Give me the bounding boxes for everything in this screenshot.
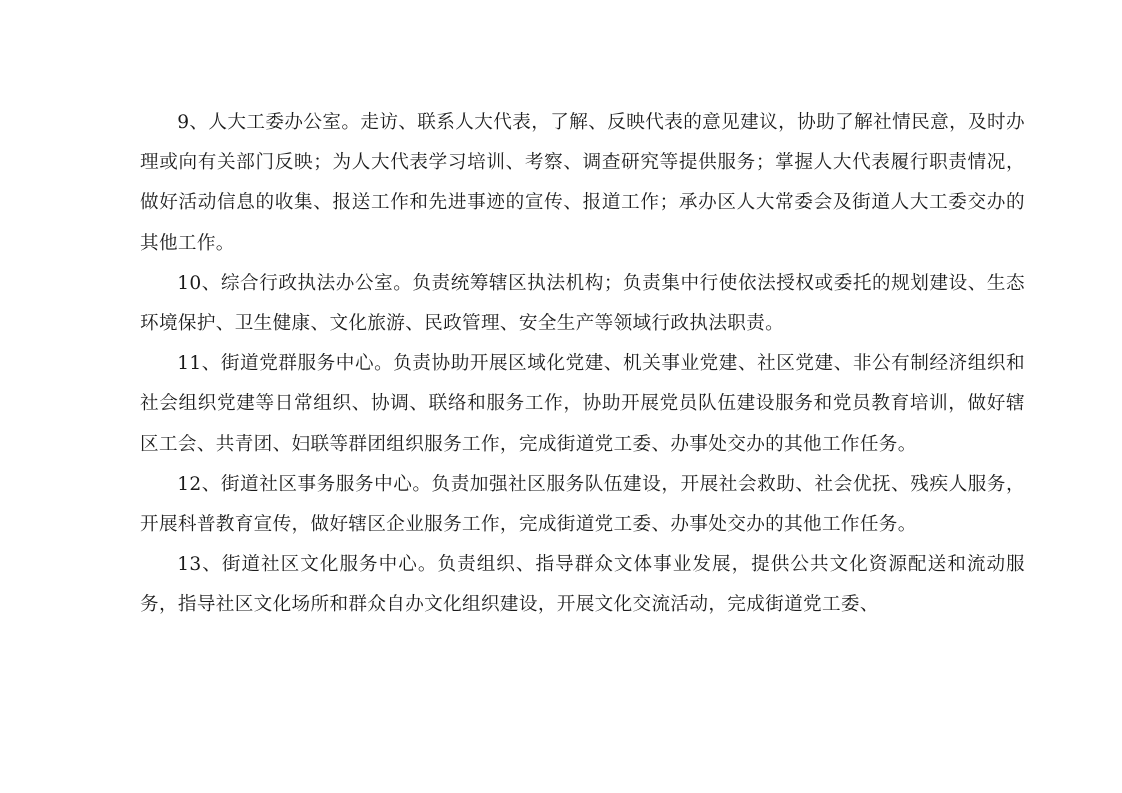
paragraph-item-13: 13、街道社区文化服务中心。负责组织、指导群众文体事业发展，提供公共文化资源配送和流动服务，指导社区文化场所和群众自办文化组织建设，开展文化交流活动，完成街道党工委、 <box>140 554 1025 616</box>
paragraph-item-11: 11、街道党群服务中心。负责协助开展区域化党建、机关事业党建、社区党建、非公有制经济组织和社会组织党建等日常组织、协调、联络和服务工作，协助开展党员队伍建设服务和党员教育培训，做好辖区工会、共青团、妇联等群团组织服务工作，完成街道党工委、办事处交办的其他工作任务。 <box>140 353 1025 455</box>
paragraph-item-12: 12、街道社区事务服务中心。负责加强社区服务队伍建设，开展社会救助、社会优抚、残疾人服务，开展科普教育宣传，做好辖区企业服务工作，完成街道党工委、办事处交办的其他工作任务。 <box>140 473 1025 536</box>
paragraph-item-9: 9、人大工委办公室。走访、联系人大代表，了解、反映代表的意见建议，协助了解社情民意，及时办理或向有关部门反映；为人大代表学习培训、考察、调查研究等提供服务；掌握人大代表履行职责情况，做好活动信息的收集、报送工作和先进事迹的宣传、报道工作；承办区人大常委会及街道人大工委交办的其他工作。 <box>140 112 1025 254</box>
document-body <box>140 103 1025 626</box>
paragraph-item-10: 10、综合行政执法办公室。负责统筹辖区执法机构；负责集中行使依法授权或委托的规划建设、生态环境保护、卫生健康、文化旅游、民政管理、安全生产等领域行政执法职责。 <box>140 272 1025 335</box>
